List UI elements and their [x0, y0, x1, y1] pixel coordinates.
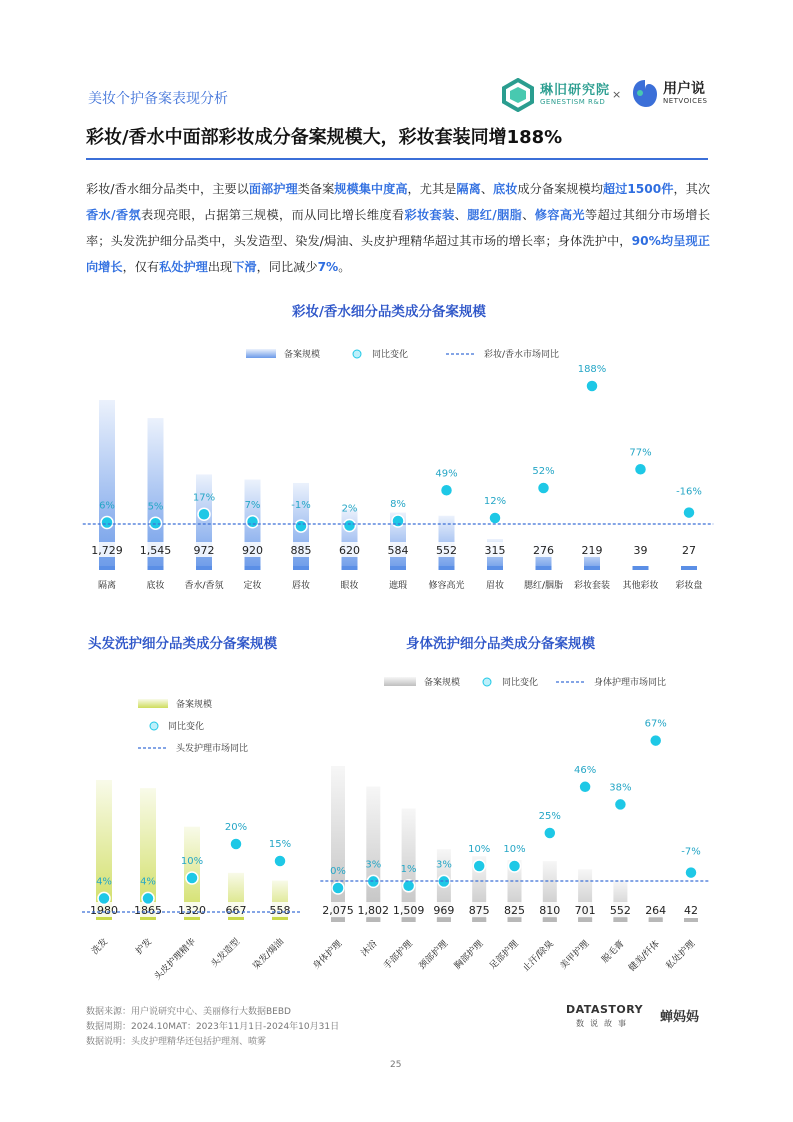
chart3-body-care: [300, 660, 793, 990]
netvoices-logo-icon: [630, 78, 660, 110]
yoy-label: 10%: [468, 844, 491, 855]
highlight-text: 隔离: [456, 182, 481, 196]
value-label: 27: [682, 544, 696, 557]
legend-label: 同比变化: [168, 722, 205, 732]
category-label: 身体护理: [311, 939, 345, 972]
value-label: 39: [633, 544, 648, 557]
bar: [366, 787, 380, 922]
body-text: ，仅有: [122, 260, 160, 274]
category-label: 香水/香氛: [184, 581, 224, 591]
bar: [342, 509, 358, 570]
value-label: 584: [387, 544, 409, 557]
bar-base: [536, 566, 552, 570]
yoy-dot: [344, 520, 356, 532]
legend-swatch-dot: [483, 678, 491, 686]
yoy-label: 49%: [435, 468, 458, 480]
yoy-label: 5%: [147, 501, 164, 513]
category-label: 健美/纤体: [627, 939, 662, 974]
bar-base: [366, 918, 380, 922]
highlight-text: 90%均呈现正向增长: [86, 234, 710, 274]
category-label: 眼妆: [340, 581, 359, 591]
legend-swatch-bars: [384, 677, 416, 686]
value-label: 969: [433, 904, 455, 917]
value-label: 1980: [90, 904, 118, 917]
category-label: 腮红/胭脂: [523, 581, 564, 591]
category-label: 其他彩妆: [622, 581, 659, 591]
value-label: 701: [574, 904, 596, 917]
value-label: 42: [684, 904, 698, 917]
bar-base: [196, 566, 212, 570]
yoy-label: 3%: [435, 859, 452, 871]
category-label: 头发造型: [209, 937, 243, 970]
category-label: 胸部护理: [452, 939, 486, 972]
yoy-dot: [473, 860, 485, 872]
chart2-title: 头发洗护细分品类成分备案规模: [88, 636, 277, 652]
logo-times-sign: ×: [612, 88, 622, 101]
category-label: 彩妆盘: [675, 581, 703, 591]
genestism-logo-icon: [500, 78, 536, 112]
category-label: 彩妆套装: [573, 581, 611, 591]
highlight-text: 私处护理: [159, 260, 208, 274]
legend-label: 同比变化: [372, 350, 409, 360]
datastory-logo: DATASTORY: [566, 1003, 644, 1016]
category-label: 唇妆: [291, 581, 311, 591]
yoy-dot: [186, 872, 198, 884]
yoy-label: 2%: [341, 503, 358, 515]
legend-label: 彩妆/香水市场同比: [484, 350, 560, 360]
yoy-dot: [683, 507, 695, 519]
category-label: 护发: [134, 937, 155, 957]
category-label: 定妆: [243, 581, 262, 591]
value-label: 276: [533, 544, 554, 557]
value-label: 1,802: [357, 904, 390, 917]
bar-base: [402, 918, 416, 922]
bar-base: [342, 566, 358, 570]
legend-label: 头发护理市场同比: [176, 744, 249, 754]
bar-base: [439, 566, 455, 570]
legend-swatch-bars: [246, 349, 276, 358]
category-label: 止汗/除臭: [521, 939, 556, 974]
bar-base: [613, 918, 627, 922]
category-label: 底妆: [146, 581, 165, 591]
value-label: 315: [484, 544, 506, 557]
legend-label: 备案规模: [424, 678, 461, 688]
yoy-dot: [247, 516, 259, 528]
value-label: 2,075: [322, 904, 354, 917]
yoy-label: 12%: [483, 496, 507, 507]
body-text: 彩妆/香水细分品类中，主要以: [86, 182, 249, 196]
chart1-makeup-fragrance: [0, 330, 793, 630]
yoy-label: 3%: [365, 859, 382, 871]
body-text: ，同比减少: [256, 260, 318, 274]
yoy-label: 10%: [180, 856, 204, 867]
yoy-label: 188%: [577, 364, 607, 375]
chart3-title: 身体洗护细分品类成分备案规模: [406, 636, 595, 652]
yoy-dot: [614, 798, 626, 810]
genestism-logo: [500, 78, 610, 112]
yoy-label: 77%: [629, 447, 652, 459]
bar-base: [293, 566, 309, 570]
page-title: 彩妆/香水中面部彩妆成分备案规模大，彩妆套装同增188%: [86, 127, 563, 148]
bar-base: [487, 566, 503, 570]
yoy-dot: [332, 882, 344, 894]
value-label: 1,509: [392, 904, 425, 917]
category-label: 足部护理: [488, 939, 521, 972]
bar-base: [584, 566, 600, 570]
summary-paragraph: [86, 176, 710, 280]
value-label: 264: [645, 904, 667, 917]
yoy-dot: [579, 781, 591, 793]
category-label: 颈部护理: [417, 939, 451, 972]
yoy-label: 52%: [532, 466, 555, 477]
body-text: 、: [454, 208, 468, 222]
chanmama-logo: 蝉妈妈: [660, 1010, 700, 1025]
yoy-dot: [230, 838, 242, 850]
body-text: ，其次: [673, 182, 711, 196]
chart2-hair-care: [0, 680, 300, 1010]
title-divider: [86, 158, 708, 160]
yoy-dot: [635, 463, 647, 475]
body-text: 、: [480, 182, 494, 196]
bar-base: [245, 566, 261, 570]
value-label: 558: [269, 904, 291, 917]
category-label: 手部护理: [382, 939, 415, 972]
value-label: 1,545: [139, 544, 172, 557]
yoy-label: 67%: [644, 718, 667, 730]
yoy-label: 20%: [224, 822, 248, 833]
value-label: 1320: [178, 904, 206, 917]
yoy-label: 8%: [390, 499, 406, 510]
highlight-text: 下滑: [232, 260, 257, 274]
body-text: 出现: [207, 260, 233, 274]
legend-label: 备案规模: [284, 350, 321, 360]
bar-base: [472, 918, 486, 922]
yoy-label: 0%: [330, 866, 346, 877]
yoy-dot: [98, 892, 110, 904]
bar-base: [390, 566, 406, 570]
yoy-dot: [538, 482, 550, 494]
body-text: 。: [338, 260, 351, 274]
netvoices-logo-sub: NETVOICES: [663, 97, 708, 105]
legend-label: 同比变化: [502, 678, 539, 688]
body-text: 类备案: [297, 182, 335, 196]
bar-base: [148, 566, 164, 570]
yoy-label: 1%: [400, 863, 417, 875]
bar-base: [681, 566, 697, 570]
yoy-dot: [509, 860, 521, 872]
highlight-text: 腮红/胭脂: [467, 208, 523, 222]
yoy-label: -16%: [676, 486, 702, 498]
value-label: 552: [436, 544, 457, 557]
yoy-dot: [650, 735, 662, 747]
yoy-label: 7%: [244, 499, 261, 511]
yoy-dot: [274, 855, 286, 867]
legend-label: 身体护理市场同比: [594, 678, 667, 688]
body-text: 、: [522, 208, 535, 222]
footer-note: 数据说明：头皮护理精华还包括护理剂、喷雾: [86, 1037, 267, 1047]
value-label: 552: [609, 904, 631, 917]
yoy-label: 25%: [538, 811, 561, 822]
category-label: 遮瑕: [388, 581, 408, 591]
bar-base: [684, 918, 698, 922]
value-label: 825: [504, 904, 525, 917]
legend-swatch-bars: [138, 699, 168, 708]
highlight-text: 面部护理: [248, 182, 298, 196]
yoy-label: 6%: [99, 500, 115, 512]
category-label: 头皮护理精华: [152, 937, 199, 983]
yoy-label: 17%: [192, 492, 216, 504]
bar-base: [331, 918, 345, 922]
footer-source: 数据来源：用户说研究中心、美丽修行大数据BEBD: [86, 1007, 291, 1017]
bar-base: [99, 566, 115, 570]
category-label: 脱毛膏: [600, 939, 627, 966]
value-label: 810: [539, 904, 561, 917]
value-label: 1,729: [91, 544, 123, 557]
body-text: ，尤其是: [407, 182, 457, 196]
highlight-text: 7%: [317, 260, 339, 274]
highlight-text: 修容高光: [534, 208, 585, 222]
yoy-label: 4%: [96, 876, 112, 888]
body-text: 等超过其细分市场增长率；头发洗护细分品类中，头发造型、染发/焗油、头皮护理精华超过其市场的增长率；身体洗护中，: [86, 208, 711, 248]
highlight-text: 香水/香氛: [86, 208, 141, 222]
value-label: 667: [225, 904, 247, 917]
bar-base: [649, 918, 663, 922]
yoy-dot: [295, 520, 307, 532]
yoy-dot: [586, 380, 598, 392]
value-label: 875: [468, 904, 490, 917]
netvoices-logo-name: 用户说: [663, 81, 705, 97]
bar: [331, 766, 345, 922]
yoy-label: 10%: [503, 844, 526, 855]
category-label: 眉妆: [485, 581, 505, 591]
yoy-label: 15%: [268, 839, 292, 850]
yoy-dot: [392, 515, 404, 527]
category-label: 洗发: [90, 937, 111, 957]
yoy-dot: [150, 517, 162, 529]
yoy-label: -7%: [681, 846, 701, 858]
value-label: 219: [581, 544, 603, 557]
yoy-dot: [101, 517, 113, 529]
yoy-dot: [489, 512, 501, 524]
netvoices-logo: [630, 78, 707, 110]
yoy-dot: [142, 892, 154, 904]
highlight-text: 超过1500件: [602, 182, 674, 196]
category-label: 美甲护理: [558, 939, 592, 972]
body-text: 成分备案规模均: [517, 182, 603, 196]
yoy-dot: [685, 867, 697, 879]
bar-base: [633, 566, 649, 570]
legend-label: 备案规模: [176, 700, 213, 710]
page-number: 25: [390, 1060, 402, 1070]
value-label: 1865: [134, 904, 162, 917]
body-text: 表现亮眼，占据第三规模，而从同比增长维度看: [141, 208, 405, 222]
highlight-text: 底妆: [493, 182, 518, 196]
yoy-dot: [544, 827, 556, 839]
datastory-logo-sub: 数说故事: [576, 1019, 632, 1028]
yoy-dot: [198, 508, 210, 520]
yoy-label: 38%: [609, 782, 632, 794]
section-title: 美妆个护备案表现分析: [88, 91, 228, 107]
genestism-logo-name: 琳旧研究院: [540, 82, 611, 98]
bar-base: [578, 918, 592, 922]
category-label: 私处护理: [664, 939, 698, 972]
value-label: 620: [339, 544, 360, 557]
highlight-text: 规模集中度高: [334, 182, 408, 196]
legend-swatch-dot: [353, 350, 361, 358]
yoy-label: -1%: [291, 500, 311, 512]
legend-swatch-dot: [150, 722, 158, 730]
bar-base: [437, 918, 451, 922]
value-label: 972: [193, 544, 215, 557]
category-label: 修容高光: [428, 581, 465, 591]
genestism-logo-sub: GENESTISM R&D: [540, 97, 606, 106]
value-label: 920: [242, 544, 263, 557]
bar-base: [543, 918, 557, 922]
category-label: 隔离: [97, 581, 117, 591]
category-label: 染发/焗油: [251, 937, 287, 972]
footer-period: 数据周期：2024.10MAT：2023年11月1日-2024年10月31日: [86, 1022, 340, 1032]
yoy-label: 46%: [573, 764, 597, 776]
bar-base: [508, 918, 522, 922]
highlight-text: 彩妆套装: [404, 208, 455, 222]
yoy-dot: [441, 484, 453, 496]
yoy-label: 4%: [140, 876, 156, 888]
category-label: 沐浴: [359, 939, 380, 959]
chart1-title: 彩妆/香水细分品类成分备案规模: [292, 304, 486, 320]
value-label: 885: [290, 544, 312, 557]
